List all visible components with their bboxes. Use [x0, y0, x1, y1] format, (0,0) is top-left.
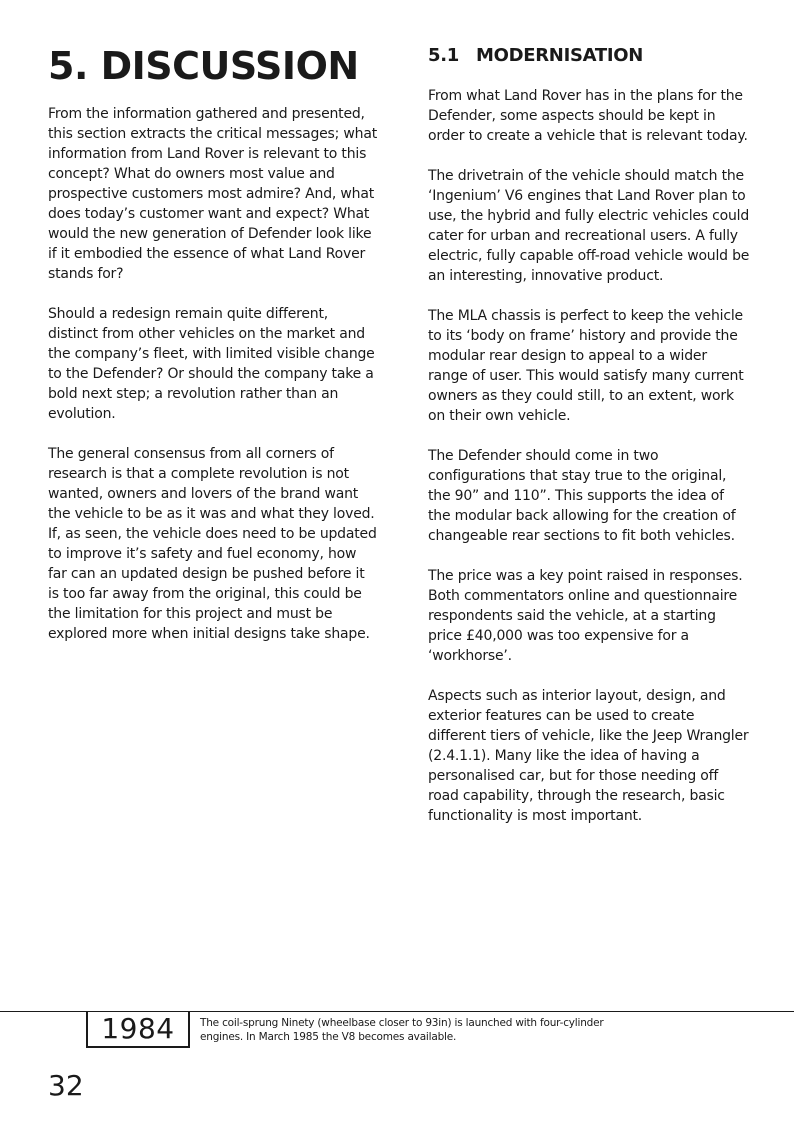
- discussion-paragraph: From the information gathered and presented, this section extracts the critical messages; what information from Land Rover is relevant to this concept? What do owners most value and prospective customers most admire? And, what does today’s customer want and expect? What would the new generation of Defender look like if it embodied the essence of what Land Rover stands for?: [48, 106, 378, 282]
- modernisation-section: [428, 42, 750, 846]
- timeline-year-box: [86, 1012, 190, 1048]
- timeline-year: 1984: [101, 1012, 175, 1045]
- page-title: 5. DISCUSSION: [48, 44, 359, 88]
- timeline-note: The coil-sprung Ninety (wheelbase closer to 93in) is launched with four-cylinder engines. In March 1985 the V8 becomes available.: [200, 1017, 604, 1043]
- discussion-section: [48, 40, 378, 664]
- modernisation-paragraph: From what Land Rover has in the plans for the Defender, some aspects should be kept in order to create a vehicle that is relevant today.: [428, 88, 748, 144]
- modernisation-paragraph: The price was a key point raised in responses. Both commentators online and questionnaire respondents said the vehicle, at a starting price £40,000 was too expensive for a ‘workhorse’.: [428, 568, 743, 664]
- discussion-paragraph: Should a redesign remain quite different, distinct from other vehicles on the market and the company’s fleet, with limited visible change to the Defender? Or should the company take a bold next step; a revolution rather than an evolution.: [48, 306, 375, 422]
- page-number: 32: [48, 1069, 84, 1102]
- section-heading: [428, 42, 750, 70]
- modernisation-paragraph: Aspects such as interior layout, design, and exterior features can be used to create different tiers of vehicle, like the Jeep Wrangler (2.4.1.1). Many like the idea of having a personalised car, but for those needing off road capability, through the research, basic functionality is most important.: [428, 688, 749, 824]
- modernisation-paragraph: The Defender should come in two configurations that stay true to the original, the 90” and 110”. This supports the idea of the modular back allowing for the creation of changeable rear sections to fit both vehicles.: [428, 448, 736, 544]
- section-title: MODERNISATION: [476, 45, 644, 66]
- modernisation-paragraph: The MLA chassis is perfect to keep the vehicle to its ‘body on frame’ history and provide the modular rear design to appeal to a wider range of user. This would satisfy many current owners as they could still, to an extent, work on their own vehicle.: [428, 308, 744, 424]
- discussion-paragraph: The general consensus from all corners of research is that a complete revolution is not wanted, owners and lovers of the brand want the vehicle to be as it was and what they loved. If, as seen, the vehicle does need to be updated to improve it’s safety and fuel economy, how far can an updated design be pushed before it is too far away from the original, this could be the limitation for this project and must be explored more when initial designs take shape.: [48, 446, 377, 642]
- section-number: 5.1: [428, 45, 459, 66]
- modernisation-paragraph: The drivetrain of the vehicle should match the ‘Ingenium’ V6 engines that Land Rover plan to use, the hybrid and fully electric vehicles could cater for urban and recreational users. A fully electric, fully capable off-road vehicle would be an interesting, innovative product.: [428, 168, 750, 284]
